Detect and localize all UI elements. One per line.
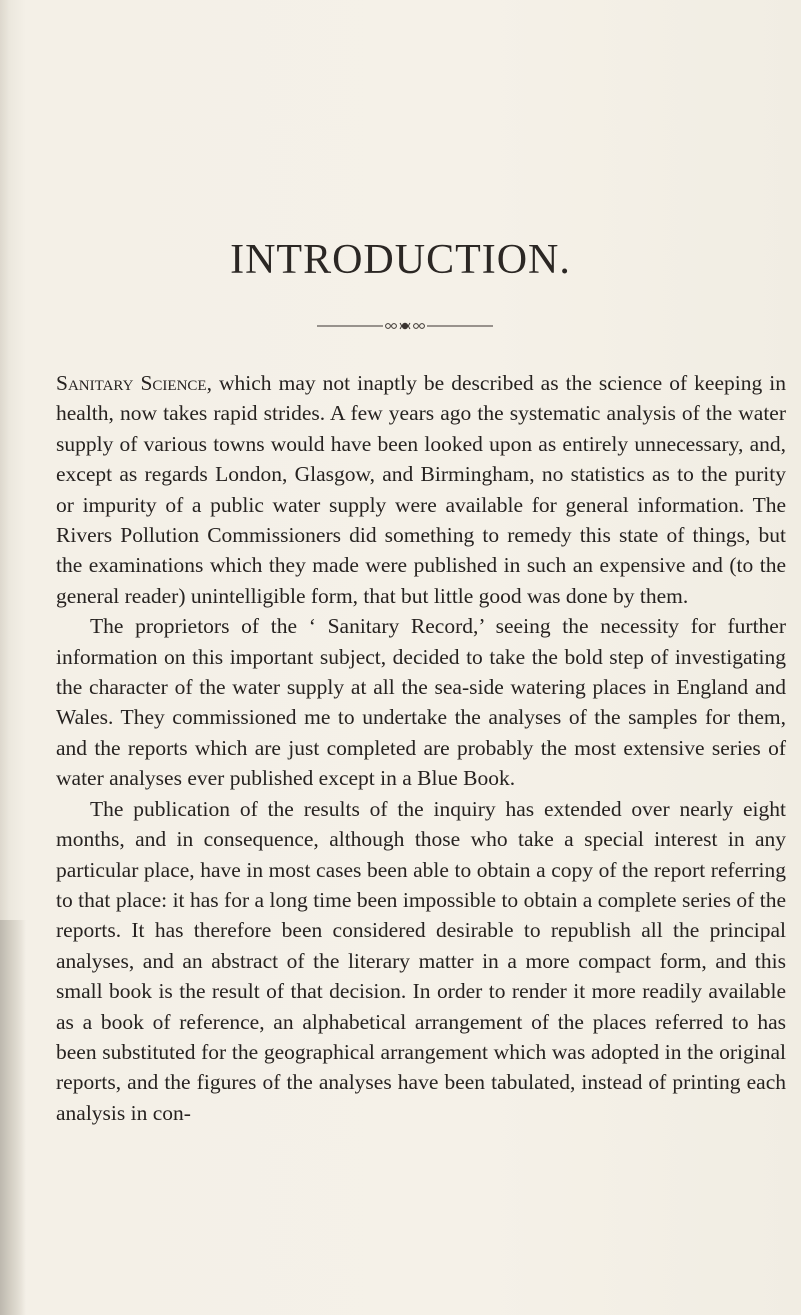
paragraph-2: The proprietors of the ‘ Sanitary Record,’ seeing the necessity for further information on this important subject, decided to take the bold step of investigating the character of the water supply at all the sea-side watering places in England and Wales. They commissioned me to undertake the analyses of the samples for them, and the reports which are just completed are probably the most extensive series of water analyses ever published except in a Blue Book.: [56, 614, 786, 791]
paragraph-3: The publication of the results of the inquiry has extended over nearly eight months, and in consequence, although those who take a special interest in any particular place, have in most cases been able to obtain a copy of the report referring to that place: it has for a long time been impossible to obtain a complete series of the reports. It has therefore been considered desirable to republish all the principal analyses, and an abstract of the literary matter in a more compact form, and this small book is the result of that decision. In order to render it more readily available as a book of reference, an alphabetical arrangement of the places referred to has been substituted for the geographical arrangement which was adopted in the original reports, and the figures of the analyses have been tabulated, instead of printing each analysis in con-: [56, 796, 786, 1125]
paragraph-text: which may not inaptly be described as the science of keeping in health, now takes rapid strides. A few years ago the systematic analysis of the water supply of various towns would have been looked upon as entirely unnecessary, and, except as regards London, Glasgow, and Birmingham, no statistics as to the purity or impurity of a public water supply were available for general information. The Rivers Pollution Commissioners did something to remedy this state of things, but the examinations which they made were published in such an expensive and (to the general reader) unintelligible form, that but little good was done by them.: [56, 371, 787, 608]
paragraph-lead: Sanitary Science,: [56, 371, 212, 395]
page-edge-shadow: [0, 920, 26, 1315]
body-text: [56, 368, 786, 1128]
ornamental-rule-icon: [317, 320, 493, 332]
page-title: INTRODUCTION.: [230, 237, 571, 283]
paragraph-1: [56, 368, 786, 611]
